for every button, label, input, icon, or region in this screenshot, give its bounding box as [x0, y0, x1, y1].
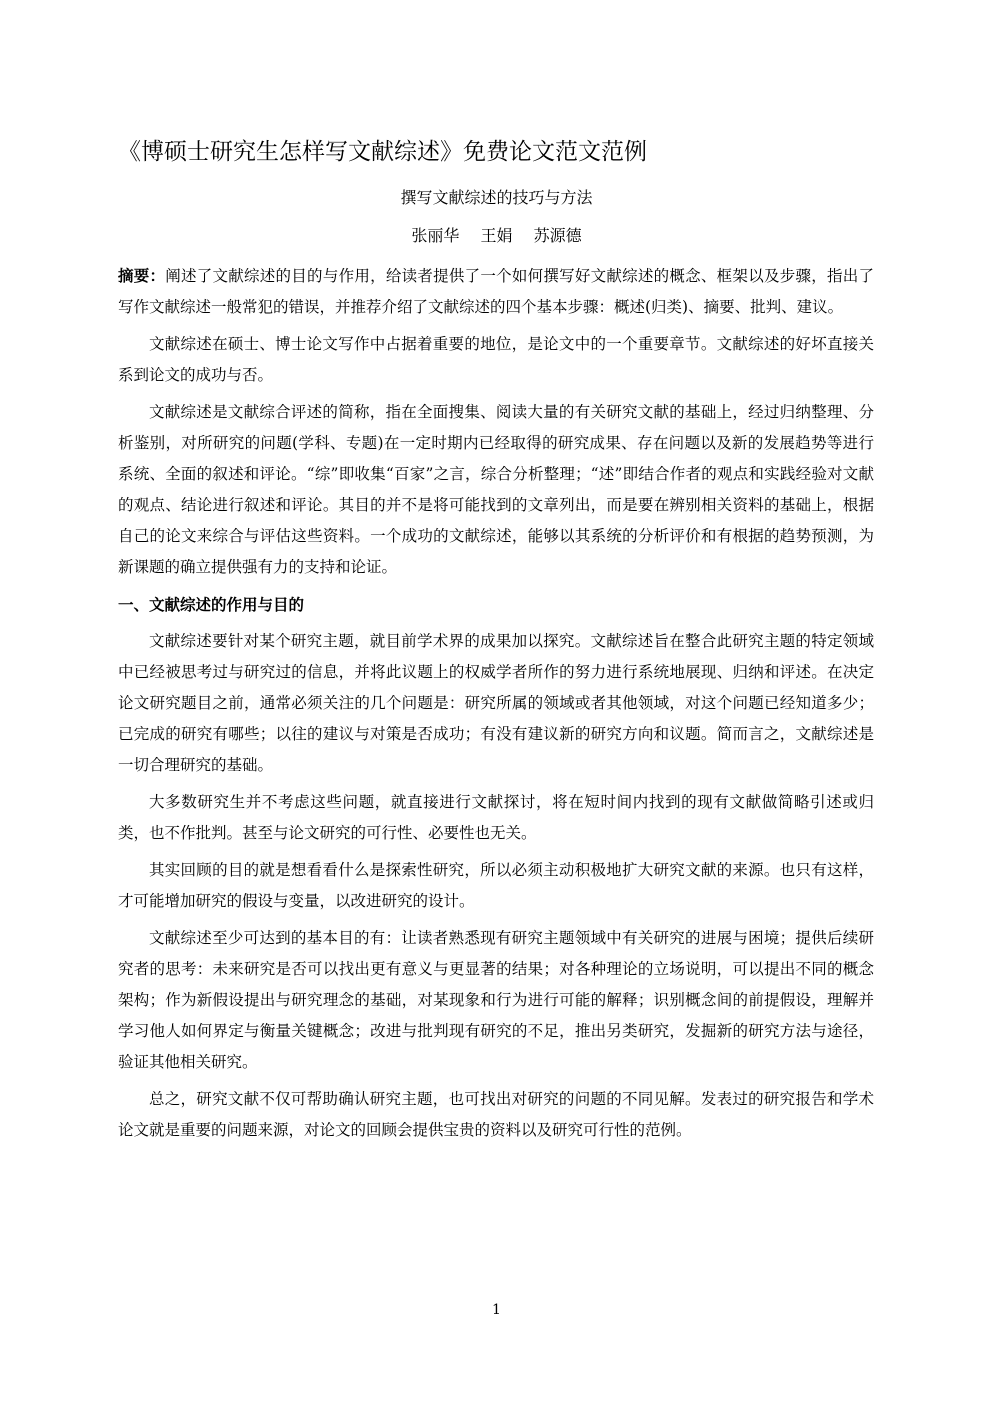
abstract-label: 摘要：: [118, 266, 166, 285]
abstract: [118, 260, 874, 323]
author-name: 苏源德: [533, 226, 582, 245]
body-paragraph: 文献综述是文献综合评述的简称，指在全面搜集、阅读大量的有关研究文献的基础上，经过归纳整理、分析鉴别，对所研究的问题(学科、专题)在一定时期内已经取得的研究成果、存在问题以及新的发展趋势等进行系统、全面的叙述和评论。“综”即收集“百家”之言，综合分析整理；“述”即结合作者的观点和实践经验对文献的观点、结论进行叙述和评论。其目的并不是将可能找到的文章列出，而是要在辨别相关资料的基础上，根据自己的论文来综合与评估这些资料。一个成功的文献综述，能够以其系统的分析评价和有根据的趋势预测，为新课题的确立提供强有力的支持和论证。: [118, 403, 874, 576]
body-paragraph: 总之，研究文献不仅可帮助确认研究主题，也可找出对研究的问题的不同见解。发表过的研究报告和学术论文就是重要的问题来源，对论文的回顾会提供宝贵的资料以及研究可行性的范例。: [118, 1090, 874, 1139]
body-paragraph: 文献综述至少可达到的基本目的有：让读者熟悉现有研究主题领域中有关研究的进展与困境；提供后续研究者的思考：未来研究是否可以找出更有意义与更显著的结果；对各种理论的立场说明，可以提出不同的概念架构；作为新假设提出与研究理念的基础，对某现象和行为进行可能的解释；识别概念间的前提假设，理解并学习他人如何界定与衡量关键概念；改进与批判现有研究的不足，推出另类研究，发掘新的研究方法与途径，验证其他相关研究。: [118, 929, 874, 1071]
document-body: [118, 260, 874, 1152]
body-paragraph: 大多数研究生并不考虑这些问题，就直接进行文献探讨，将在短时间内找到的现有文献做简略引述或归类，也不作批判。甚至与论文研究的可行性、必要性也无关。: [118, 793, 874, 842]
document-subtitle: 撰写文献综述的技巧与方法: [400, 188, 593, 207]
body-paragraph: 文献综述在硕士、博士论文写作中占据着重要的地位，是论文中的一个重要章节。文献综述的好坏直接关系到论文的成功与否。: [118, 335, 874, 384]
body-paragraph: 文献综述要针对某个研究主题，就目前学术界的成果加以探究。文献综述旨在整合此研究主题的特定领域中已经被思考过与研究过的信息，并将此议题上的权威学者所作的努力进行系统地展现、归纳和评述。在决定论文研究题目之前，通常必须关注的几个问题是：研究所属的领域或者其他领域，对这个问题已经知道多少；已完成的研究有哪些；以往的建议与对策是否成功；有没有建议新的研究方向和议题。简而言之，文献综述是一切合理研究的基础。: [118, 632, 874, 774]
author-list: [0, 222, 993, 250]
body-paragraph: 其实回顾的目的就是想看看什么是探索性研究，所以必须主动积极地扩大研究文献的来源。也只有这样，才可能增加研究的假设与变量，以改进研究的设计。: [118, 861, 874, 910]
author-name: 张丽华: [411, 226, 460, 245]
section-heading: 一、文献综述的作用与目的: [118, 595, 305, 614]
author-name: 王娟: [480, 226, 513, 245]
page-number: 1: [492, 1302, 501, 1318]
abstract-text: 阐述了文献综述的目的与作用，给读者提供了一个如何撰写好文献综述的概念、框架以及步骤，指出了写作文献综述一般常犯的错误，并推荐介绍了文献综述的四个基本步骤：概述(归类)、摘要、批判、建议。: [118, 267, 874, 316]
document-title: 《博硕士研究生怎样写文献综述》免费论文范文范例: [118, 139, 647, 165]
